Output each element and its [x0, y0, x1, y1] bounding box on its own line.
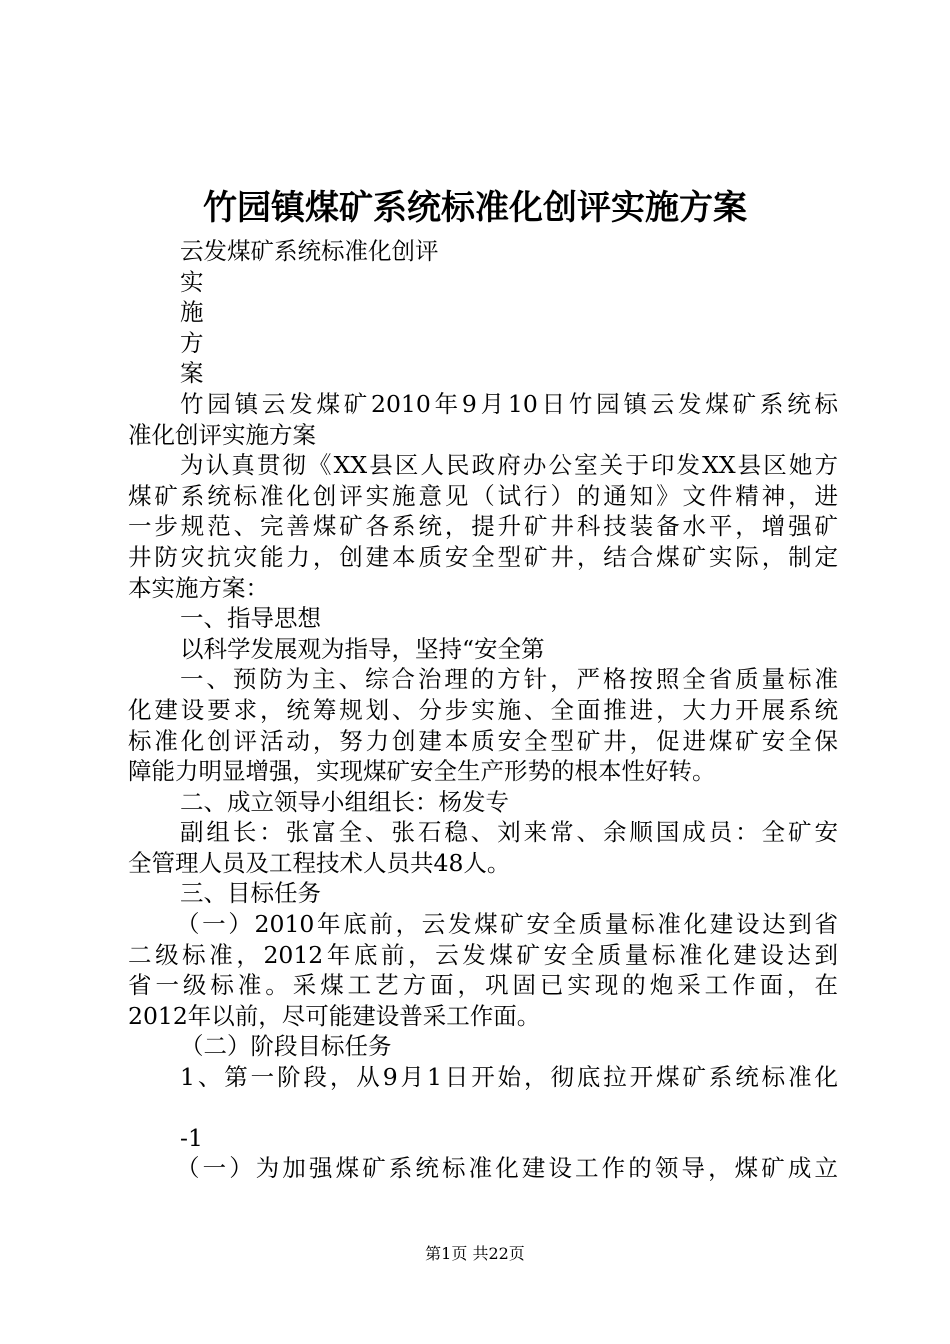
- body-line: 井防灾抗灾能力，创建本质安全型矿井，结合煤矿实际，制定: [128, 542, 838, 571]
- body-line: 煤矿系统标准化创评实施意见（试行）的通知》文件精神，进: [128, 481, 838, 510]
- body-line: 案: [180, 359, 204, 388]
- body-line: 为认真贯彻《XX县区人民政府办公室关于印发XX县区她方: [180, 451, 838, 480]
- page-footer: 第1页 共22页: [425, 1244, 525, 1263]
- body-line: 标准化创评活动，努力创建本质安全型矿井，促进煤矿安全保: [128, 726, 838, 755]
- section-heading: 一、指导思想: [180, 604, 321, 633]
- body-line: （一）为加强煤矿系统标准化建设工作的领导，煤矿成立: [176, 1154, 838, 1183]
- body-line: 准化创评实施方案: [128, 420, 316, 449]
- body-line: 化建设要求，统筹规划、分步实施、全面推进，大力开展系统: [128, 695, 838, 724]
- section-heading: 三、目标任务: [180, 879, 321, 908]
- body-line: 本实施方案：: [128, 573, 269, 602]
- body-line: 实: [180, 267, 204, 296]
- body-line: -1: [180, 1123, 203, 1152]
- body-line: 2012年以前，尽可能建设普采工作面。: [128, 1001, 541, 1030]
- body-line: 副组长：张富全、张石稳、刘来常、余顺国成员：全矿安: [180, 818, 838, 847]
- body-line: 以科学发展观为指导，坚持“安全第: [180, 634, 545, 663]
- body-line: 一步规范、完善煤矿各系统，提升矿井科技装备水平，增强矿: [128, 512, 838, 541]
- body-line: （一）2010年底前，云发煤矿安全质量标准化建设达到省: [176, 910, 838, 939]
- body-line: 全管理人员及工程技术人员共48人。: [128, 848, 511, 877]
- body-line: 一、预防为主、综合治理的方针，严格按照全省质量标准: [180, 665, 838, 694]
- body-line: 障能力明显增强，实现煤矿安全生产形势的根本性好转。: [128, 757, 716, 786]
- body-line: 施: [180, 298, 204, 327]
- body-line: 1、第一阶段，从9月1日开始，彻底拉开煤矿系统标准化: [180, 1063, 838, 1092]
- body-line: 竹园镇云发煤矿2010年9月10日竹园镇云发煤矿系统标: [180, 389, 838, 418]
- body-line: 省一级标准。采煤工艺方面，巩固已实现的炮采工作面，在: [128, 971, 838, 1000]
- document-title: 竹园镇煤矿系统标准化创评实施方案: [203, 188, 747, 228]
- body-line: 二级标准，2012年底前，云发煤矿安全质量标准化建设达到: [128, 940, 838, 969]
- section-heading: （二）阶段目标任务: [180, 1032, 392, 1061]
- body-line: 方: [180, 328, 204, 357]
- spacer: [128, 1093, 838, 1123]
- document-body: [128, 236, 838, 1184]
- body-line: 云发煤矿系统标准化创评: [180, 237, 439, 265]
- section-heading: 二、成立领导小组组长：杨发专: [180, 787, 509, 816]
